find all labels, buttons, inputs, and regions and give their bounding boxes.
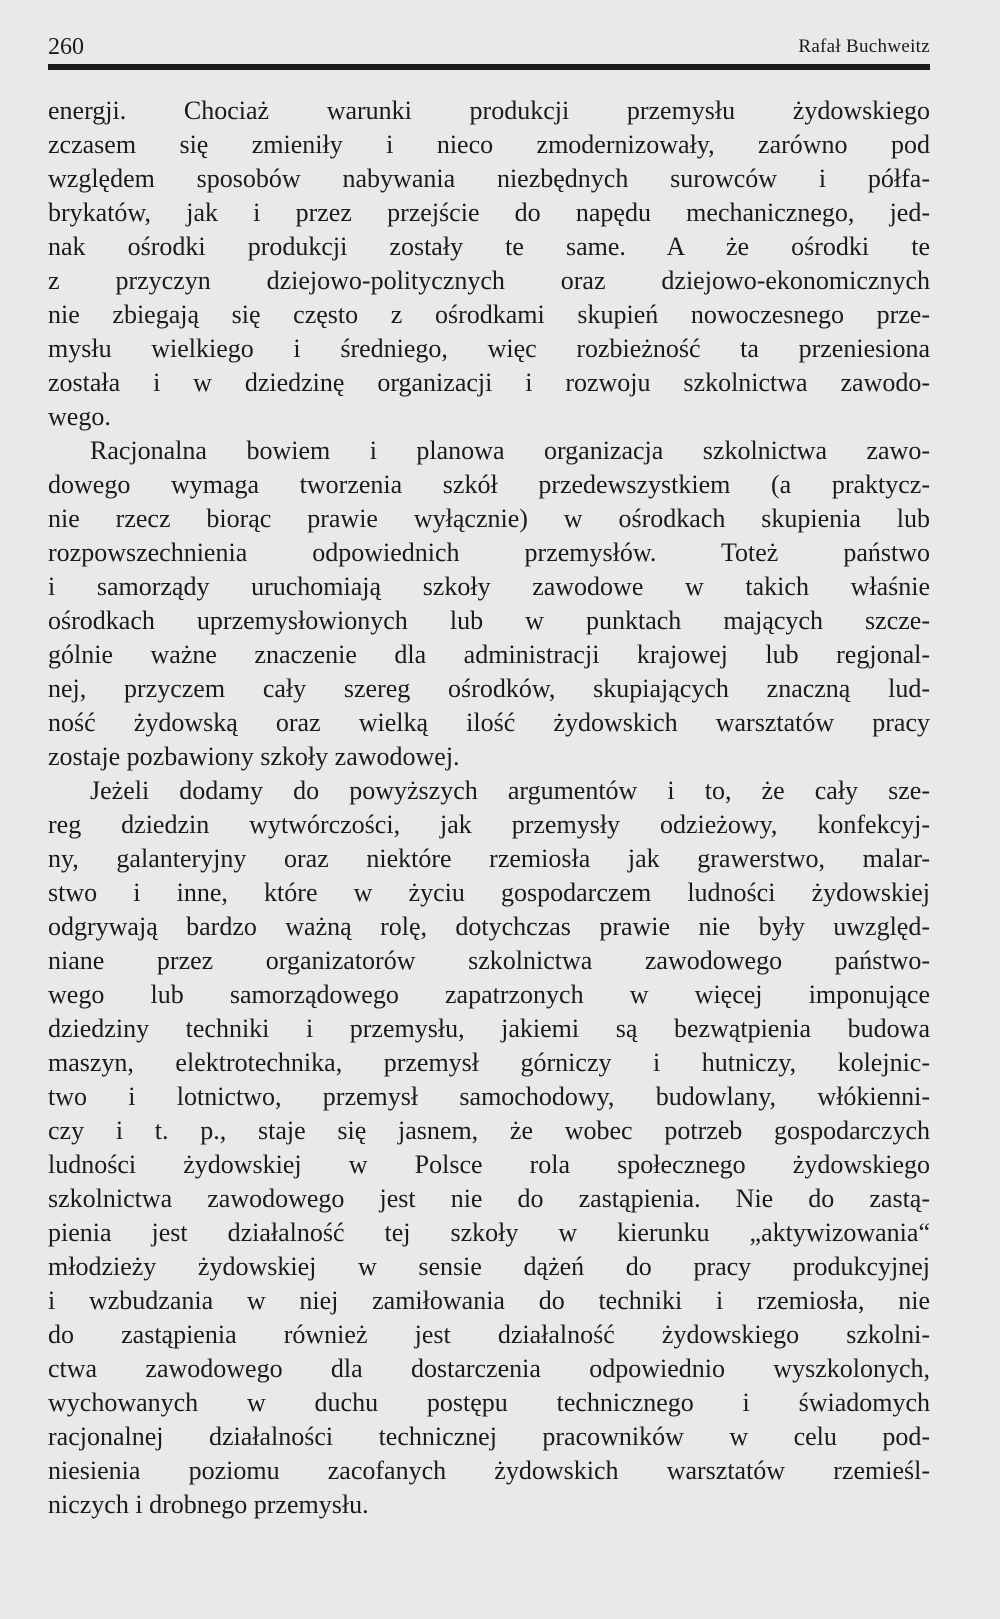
paragraph	[48, 94, 930, 434]
text-line: odgrywają bardzo ważną rolę, dotychczas prawie nie były uwzględ-	[48, 912, 930, 941]
text-line: dziedziny techniki i przemysłu, jakiemi są bezwątpienia budowa	[48, 1014, 930, 1043]
text-line: two i lotnictwo, przemysł samochodowy, budowlany, włókienni-	[48, 1082, 930, 1111]
text-line: racjonalnej działalności technicznej pracowników w celu pod-	[48, 1422, 930, 1451]
text-line: wego lub samorządowego zapatrzonych w więcej imponujące	[48, 980, 930, 1009]
text-line: młodzieży żydowskiej w sensie dążeń do pracy produkcyjnej	[48, 1252, 930, 1281]
text-line: ludności żydowskiej w Polsce rola społecznego żydowskiego	[48, 1150, 930, 1179]
text-line: ny, galanteryjny oraz niektóre rzemiosła jak grawerstwo, malar-	[48, 844, 930, 873]
text-line: gólnie ważne znaczenie dla administracji krajowej lub regjonal-	[48, 640, 930, 669]
text-line: z przyczyn dziejowo-politycznych oraz dziejowo-ekonomicznych	[48, 266, 930, 295]
text-line: względem sposobów nabywania niezbędnych surowców i półfa-	[48, 164, 930, 193]
running-head-author: Rafał Buchweitz	[798, 36, 930, 57]
header-rule	[48, 64, 930, 70]
text-line: maszyn, elektrotechnika, przemysł górniczy i hutniczy, kolejnic-	[48, 1048, 930, 1077]
text-line: i samorządy uruchomiają szkoły zawodowe w takich właśnie	[48, 572, 930, 601]
text-line: została i w dziedzinę organizacji i rozwoju szkolnictwa zawodo-	[48, 368, 930, 397]
text-line: mysłu wielkiego i średniego, więc rozbieżność ta przeniesiona	[48, 334, 930, 363]
text-line: ctwa zawodowego dla dostarczenia odpowiednio wyszkolonych,	[48, 1354, 930, 1383]
text-line: nej, przyczem cały szereg ośrodków, skupiających znaczną lud-	[48, 674, 930, 703]
page-header	[48, 28, 930, 58]
text-line: ność żydowską oraz wielką ilość żydowskich warsztatów pracy	[48, 708, 930, 737]
text-line: i wzbudzania w niej zamiłowania do techniki i rzemiosła, nie	[48, 1286, 930, 1315]
text-line: Jeżeli dodamy do powyższych argumentów i to, że cały sze-	[90, 776, 930, 805]
text-line: nak ośrodki produkcji zostały te same. A że ośrodki te	[48, 232, 930, 261]
text-line: nie rzecz biorąc prawie wyłącznie) w ośrodkach skupienia lub	[48, 504, 930, 533]
text-line: szkolnictwa zawodowego jest nie do zastąpienia. Nie do zastą-	[48, 1184, 930, 1213]
text-line: ośrodkach uprzemysłowionych lub w punktach mających szcze-	[48, 606, 930, 635]
body-text	[48, 94, 930, 1522]
page-number: 260	[48, 34, 84, 60]
text-line: zczasem się zmieniły i nieco zmodernizowały, zarówno pod	[48, 130, 930, 159]
text-line: zostaje pozbawiony szkoły zawodowej.	[48, 742, 460, 771]
text-line: nie zbiegają się często z ośrodkami skupień nowoczesnego prze-	[48, 300, 930, 329]
paragraph	[48, 774, 930, 1522]
text-line: rozpowszechnienia odpowiednich przemysłów. Toteż państwo	[48, 538, 930, 567]
text-line: energji. Chociaż warunki produkcji przemysłu żydowskiego	[48, 96, 930, 125]
text-line: brykatów, jak i przez przejście do napędu mechanicznego, jed-	[48, 198, 930, 227]
text-line: niesienia poziomu zacofanych żydowskich warsztatów rzemieśl-	[48, 1456, 930, 1485]
text-line: Racjonalna bowiem i planowa organizacja szkolnictwa zawo-	[90, 436, 930, 465]
text-line: dowego wymaga tworzenia szkół przedewszystkiem (a praktycz-	[48, 470, 930, 499]
text-line: wychowanych w duchu postępu technicznego i świadomych	[48, 1388, 930, 1417]
text-line: reg dziedzin wytwórczości, jak przemysły odzieżowy, konfekcyj-	[48, 810, 930, 839]
text-line: do zastąpienia również jest działalność żydowskiego szkolni-	[48, 1320, 930, 1349]
text-line: pienia jest działalność tej szkoły w kierunku „aktywizowania“	[48, 1218, 930, 1247]
text-line: czy i t. p., staje się jasnem, że wobec potrzeb gospodarczych	[48, 1116, 930, 1145]
text-line: stwo i inne, które w życiu gospodarczem ludności żydowskiej	[48, 878, 930, 907]
text-line: niczych i drobnego przemysłu.	[48, 1490, 369, 1519]
text-line: wego.	[48, 402, 111, 431]
text-line: niane przez organizatorów szkolnictwa zawodowego państwo-	[48, 946, 930, 975]
paragraph	[48, 434, 930, 774]
